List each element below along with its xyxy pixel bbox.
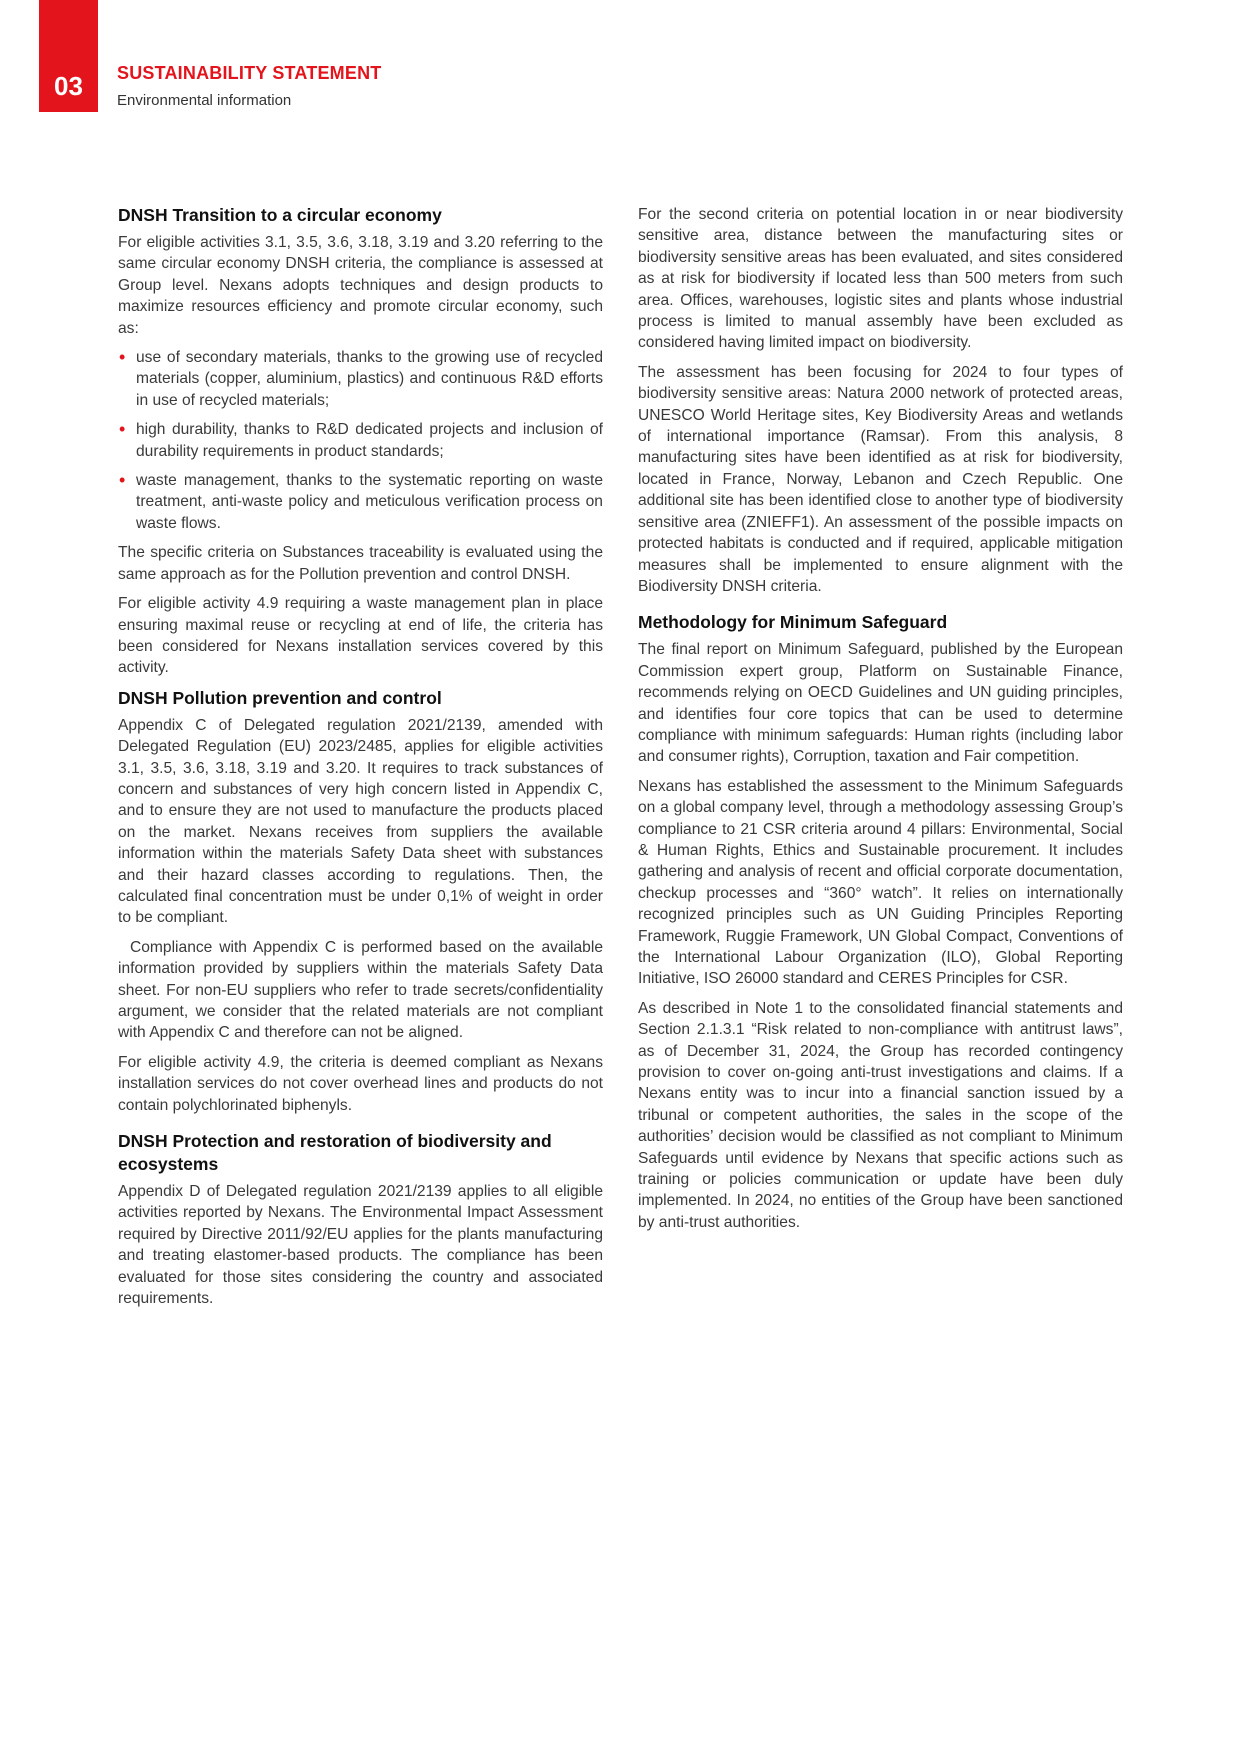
- section-title: SUSTAINABILITY STATEMENT: [117, 63, 382, 83]
- minimum-safeguard-section: [638, 611, 1123, 1233]
- paragraph: The specific criteria on Substances traceability is evaluated using the same approach as for the Pollution prevention and control DNSH.: [118, 544, 603, 583]
- section-number-tab: [39, 0, 98, 112]
- paragraph: For eligible activities 3.1, 3.5, 3.6, 3.18, 3.19 and 3.20 referring to the same circular economy DNSH criteria, the compliance is assessed at Group level. Nexans adopts techniques and design products to maximize resources efficiency and promote circular economy, such as:: [118, 234, 603, 337]
- paragraph: As described in Note 1 to the consolidated financial statements and Section 2.1.3.1 “Risk related to non-compliance with antitrust laws”, as of December 31, 2024, the Group has recorded contingency provision to cover on-going anti-trust investigations and claims. If a Nexans entity was to incur into a financial sanction issued by a tribunal or competent authorities, the sales in the scope of the authorities’ decision would be classified as not compliant to Minimum Safeguards until evidence by Nexans that specific actions such as training or policies communication or update have been duly implemented. In 2024, no entities of the Group have been sanctioned by anti-trust authorities.: [638, 999, 1123, 1231]
- paragraph: For eligible activity 4.9 requiring a waste management plan in place ensuring maximal reuse or recycling at end of life, the criteria has been considered for Nexans installation services covered by this activity.: [118, 595, 603, 677]
- list-item-text: use of secondary materials, thanks to the growing use of recycled materials (copper, aluminium, plastics) and continuous R&D efforts in use of recycled materials;: [136, 349, 603, 409]
- circular-economy-section: [118, 204, 603, 679]
- paragraph: The final report on Minimum Safeguard, published by the European Commission expert group, Platform on Sustainable Finance, recommends relying on OECD Guidelines and UN guiding principles, and identifies four core topics that can be used to determine compliance with minimum safeguards: Human rights (including labor and consumer rights), Corruption, taxation and Fair competition.: [638, 641, 1123, 766]
- bullet-icon: •: [119, 347, 126, 368]
- paragraph: For the second criteria on potential location in or near biodiversity sensitive area, distance between the manufacturing sites or biodiversity sensitive areas has been evaluated, and sites considered as at risk for biodiversity if located less than 500 meters from such area. Offices, warehouses, logistic sites and plants whose industrial process is limited to manual assembly have been excluded as considered having limited impact on biodiversity.: [638, 206, 1123, 352]
- paragraph: Appendix C of Delegated regulation 2021/2139, amended with Delegated Regulation (EU) 2023/2485, applies for eligible activities 3.1, 3.5, 3.6, 3.18, 3.19 and 3.20. It requires to track substances of concern and substances of very high concern listed in Appendix C, and to ensure they are not used to manufacture the products placed on the market. Nexans receives from suppliers the available information within the materials Safety Data sheet with substances and their hazard classes according to regulations. Then, the calculated final concentration must be under 0,1% of weight in order to be compliant.: [118, 716, 603, 927]
- section-subtitle: Environmental information: [117, 92, 292, 109]
- bullet-icon: •: [119, 419, 126, 440]
- circular-economy-heading: DNSH Transition to a circular economy: [118, 205, 442, 225]
- left-column: [118, 204, 603, 1317]
- paragraph: For eligible activity 4.9, the criteria is deemed compliant as Nexans installation services do not cover overhead lines and products do not contain polychlorinated biphenyls.: [118, 1053, 603, 1114]
- bullet-list: [118, 347, 603, 534]
- pollution-heading: DNSH Pollution prevention and control: [118, 687, 442, 708]
- paragraph: Compliance with Appendix C is performed based on the available information provided by suppliers within the materials Safety Data sheet. For non-EU suppliers who refer to trade secrets/confidentiality argument, we consider that the related materials are not compliant with Appendix C and therefore can not be aligned.: [118, 938, 603, 1042]
- paragraph: The assessment has been focusing for 2024 to four types of biodiversity sensitive areas: Natura 2000 network of protected areas, UNESCO World Heritage sites, Key Biodiversity Areas and wetlands of international importance (Ramsar). From this analysis, 8 manufacturing sites have been identified as at risk for biodiversity, located in France, Norway, Lebanon and Czech Republic. One additional site has been identified close to another type of biodiversity sensitive area (ZNIEFF1). An assessment of the possible impacts on protected habitats is conducted and if required, applicable mitigation measures shall be implemented to ensure alignment with the Biodiversity DNSH criteria.: [638, 363, 1123, 595]
- list-item-text: waste management, thanks to the systematic reporting on waste treatment, anti-waste policy and meticulous verification process on waste flows.: [136, 472, 603, 532]
- paragraph: Appendix D of Delegated regulation 2021/2139 applies to all eligible activities reported by Nexans. The Environmental Impact Assessment required by Directive 2011/92/EU applies for the plants manufacturing and treating elastomer-based products. The compliance has been evaluated for those sites considering the country and associated requirements.: [118, 1183, 603, 1308]
- paragraph: Nexans has established the assessment to the Minimum Safeguards on a global company level, through a methodology assessing Group’s compliance to 21 CSR criteria around 4 pillars: Environmental, Social & Human Rights, Ethics and Sustainable procurement. It includes gathering and analysis of recent and official corporate documentation, checkup processes and “360° watch”. It relies on internationally recognized principles such as UN Guiding Principles Reporting Framework, Ruggie Framework, UN Global Compact, Conventions of the International Labour Organization (ILO), Global Reporting Initiative, ISO 26000 standard and CERES Principles for CSR.: [638, 777, 1123, 988]
- right-column: [638, 204, 1123, 1241]
- section-number: 03: [54, 71, 83, 101]
- list-item: [118, 347, 603, 411]
- list-item: [118, 419, 603, 462]
- biodiversity-section: [118, 1130, 603, 1309]
- minimum-safeguard-heading: Methodology for Minimum Safeguard: [638, 612, 948, 633]
- list-item: [118, 470, 603, 534]
- list-item-text: high durability, thanks to R&D dedicated projects and inclusion of durability requirements in product standards;: [136, 421, 603, 460]
- pollution-section: [118, 687, 603, 1116]
- bullet-icon: •: [119, 470, 126, 491]
- biodiversity-heading: DNSH Protection and restoration of biodiversity and ecosystems: [118, 1131, 552, 1175]
- biodiversity-continued: [638, 204, 1123, 597]
